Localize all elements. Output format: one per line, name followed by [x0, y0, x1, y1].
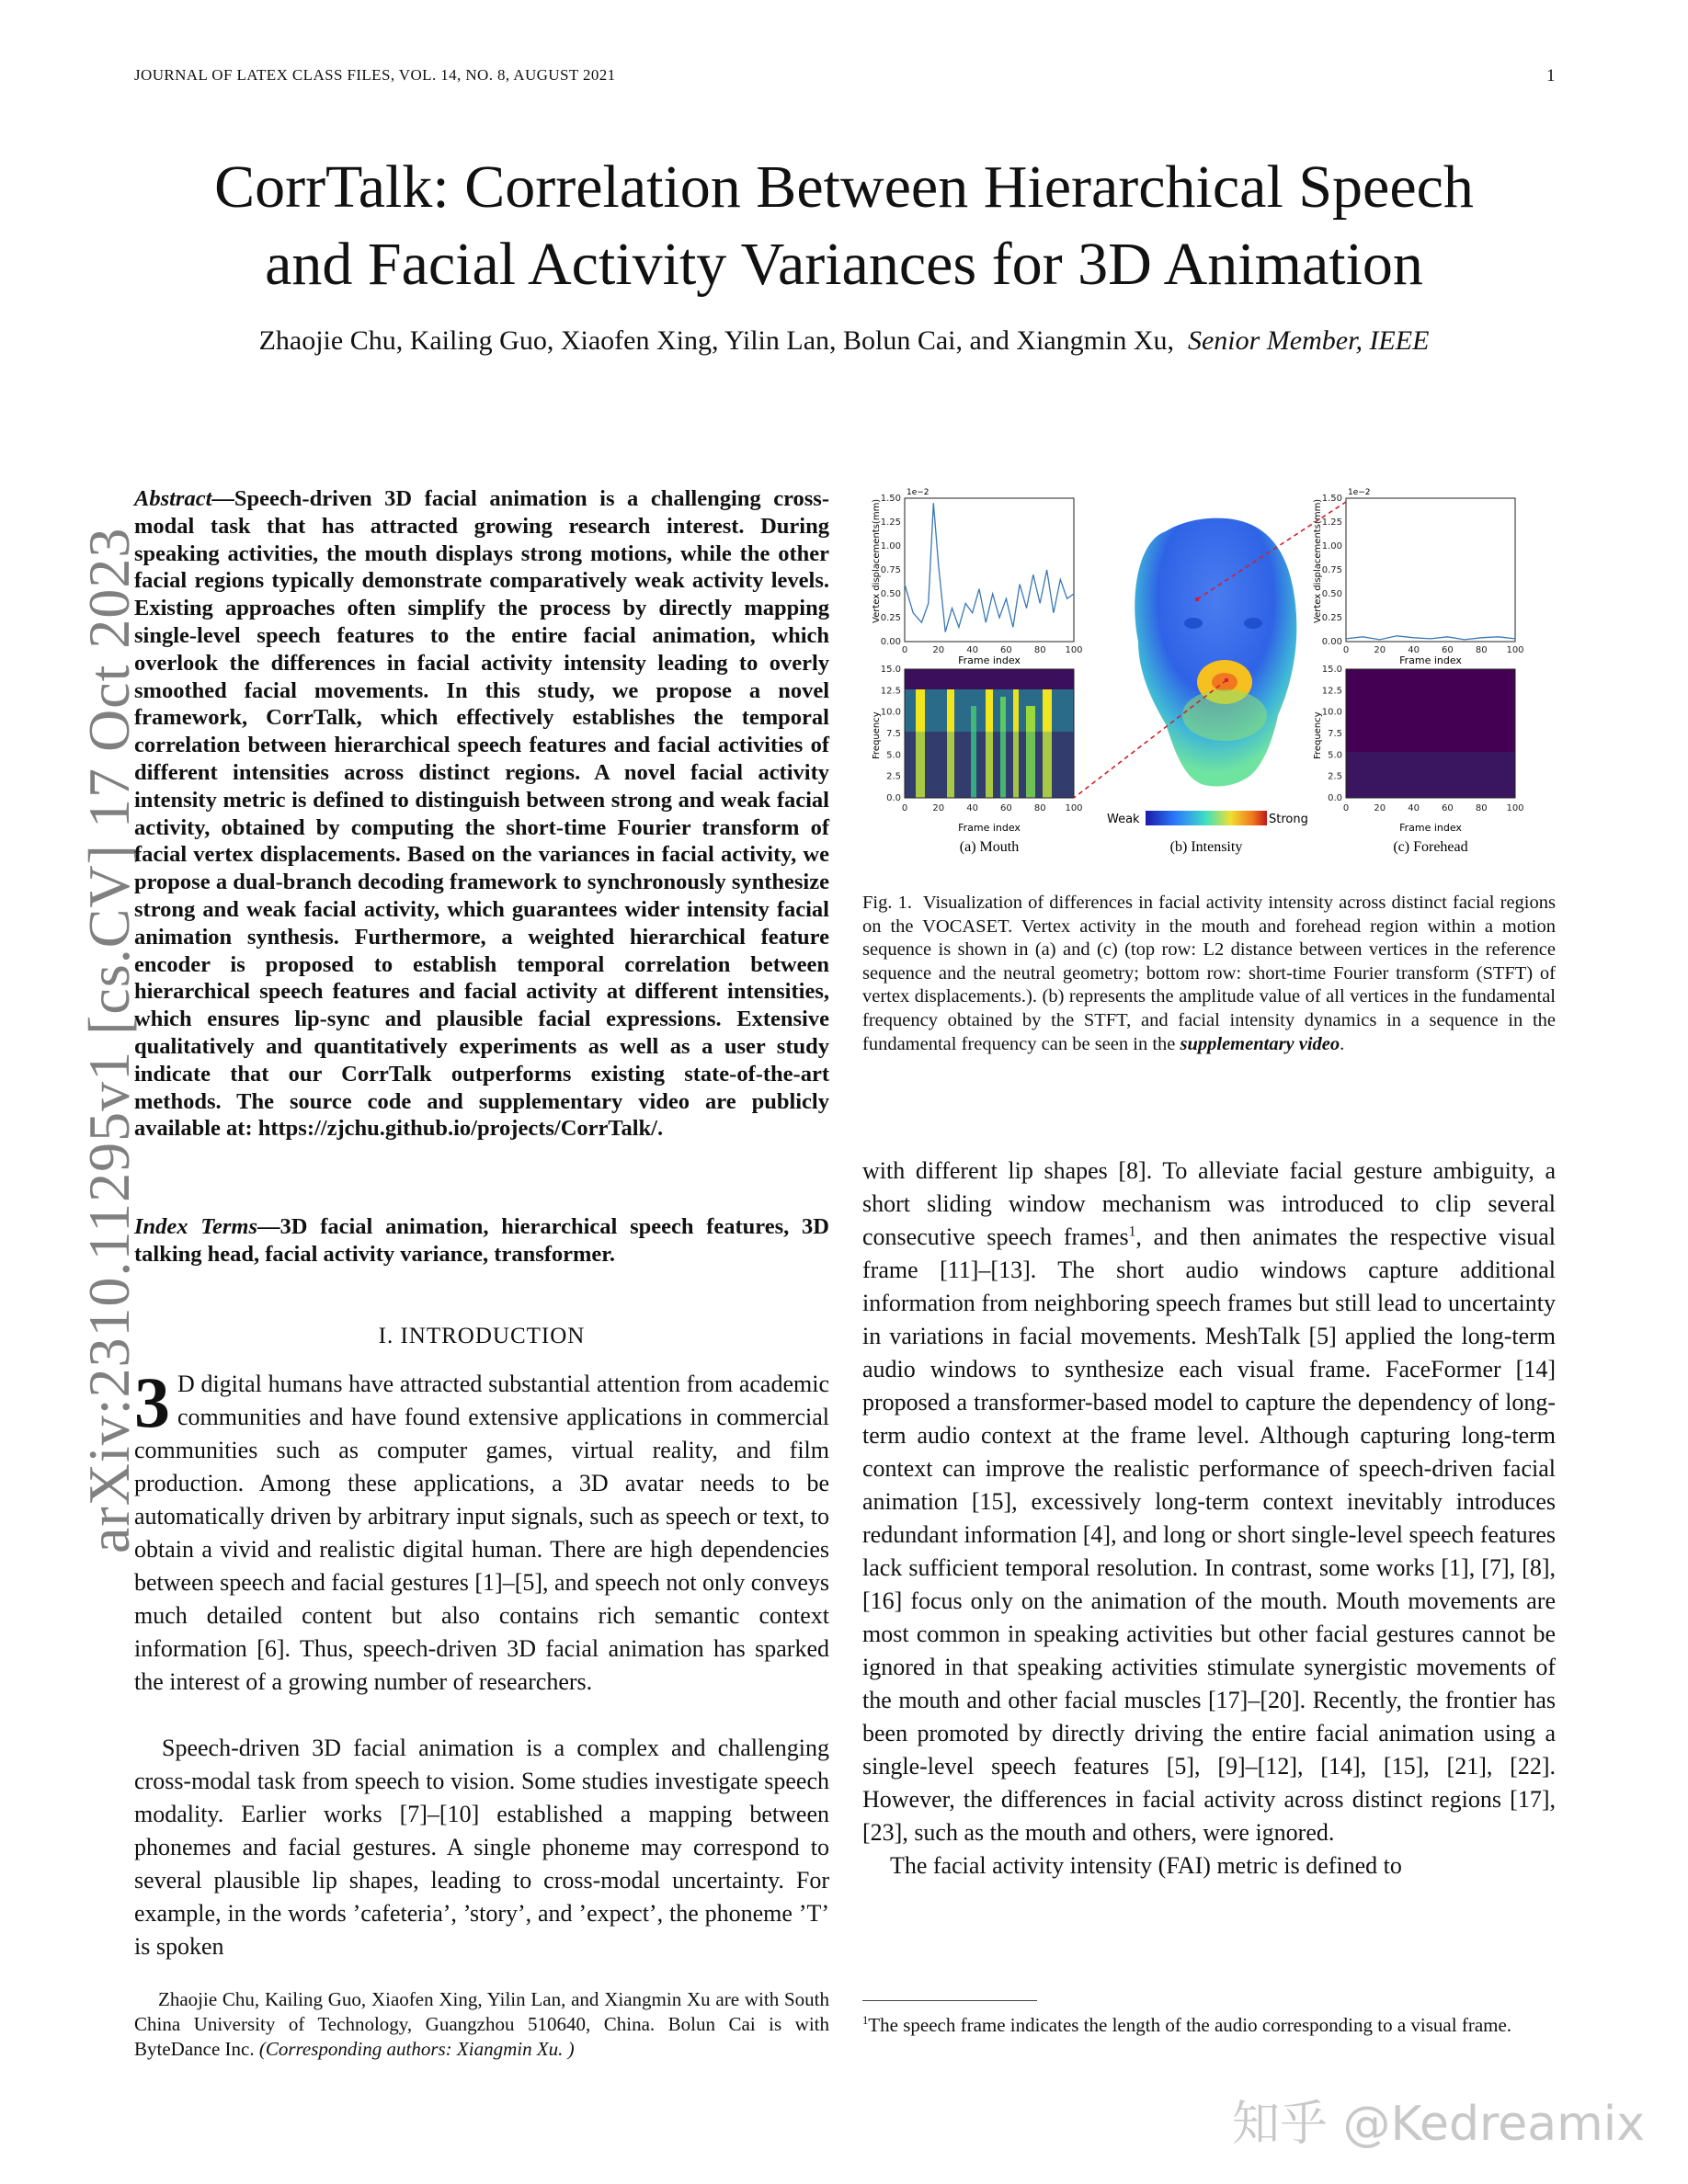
mouth-line-xtick: 40	[966, 645, 978, 655]
footnote-number: 1	[862, 2014, 869, 2027]
right-paragraph-1	[862, 1155, 1556, 1849]
footnote-rule	[862, 2000, 1037, 2001]
corresponding-authors: (Corresponding authors: Xiangmin Xu. )	[258, 2038, 575, 2060]
forehead-line-xtick: 60	[1442, 645, 1454, 655]
mouth-line-xtick: 80	[1033, 645, 1046, 655]
forehead-line-ytick: 0.50	[1321, 589, 1342, 599]
mouth-line-ytick: 1.00	[880, 541, 901, 552]
page-number: 1	[1546, 66, 1556, 85]
forehead-stft-xtick: 80	[1475, 803, 1488, 813]
forehead-line-ytick: 0.25	[1321, 613, 1342, 623]
intensity-colorbar	[1146, 811, 1267, 825]
forehead-line-xtick: 20	[1374, 645, 1386, 655]
title-line-1: CorrTalk: Correlation Between Hierarchical Speech	[214, 154, 1474, 221]
section-heading: I. INTRODUCTION	[378, 1324, 586, 1348]
mouth-stft-xtick: 40	[966, 803, 978, 813]
mouth-line-ytick: 0.50	[880, 589, 901, 599]
forehead-line-xtick: 80	[1475, 645, 1488, 655]
forehead-stft-ytick: 0.0	[1328, 793, 1342, 803]
forehead-line-xtick: 0	[1342, 645, 1350, 655]
mouth-line-ytick: 0.75	[880, 565, 901, 575]
forehead-line-ytick: 0.00	[1321, 637, 1342, 647]
author-footnote	[134, 1987, 829, 2062]
forehead-line-xtick: 40	[1408, 645, 1420, 655]
intro-paragraph-1	[134, 1362, 829, 1699]
title-line-2: and Facial Activity Variances for 3D Animation	[265, 231, 1423, 298]
subcaption-intensity: (b) Intensity	[1169, 839, 1243, 855]
running-header: JOURNAL OF LATEX CLASS FILES, VOL. 14, NO. 8, AUGUST 2021	[134, 66, 616, 84]
forehead-stft-ytick: 10.0	[1321, 707, 1342, 718]
mouth-stft-x-label: Frame index	[958, 822, 1021, 834]
mouth-stft-xtick: 80	[1033, 803, 1046, 813]
colorbar-strong-label: Strong	[1269, 813, 1308, 826]
forehead-stft-ytick: 7.5	[1328, 729, 1342, 739]
forehead-line-plot	[1346, 636, 1515, 640]
subcaption-mouth: (a) Mouth	[959, 839, 1020, 855]
right-column-body	[862, 1155, 1556, 1883]
mouth-line-xtick: 100	[1065, 645, 1083, 655]
drop-cap: 3	[134, 1362, 170, 1442]
forehead-stft-ytick: 2.5	[1328, 771, 1342, 782]
forehead-sci-label: 1e−2	[1348, 488, 1371, 497]
figure-1	[862, 485, 1561, 871]
mouth-line-ytick: 0.00	[880, 637, 901, 647]
mouth-stft-ytick: 0.0	[886, 793, 901, 803]
forehead-line-ytick: 1.25	[1321, 518, 1342, 528]
mouth-stft-ytick: 10.0	[880, 707, 901, 718]
footnote-ref: 1	[1128, 1223, 1136, 1240]
abstract-label: Abstract	[134, 486, 212, 511]
mouth-freq-label: Frequency	[872, 711, 882, 759]
author-list	[0, 325, 1688, 357]
mouth-line-ytick: 0.25	[880, 613, 901, 623]
affiliation-text: Zhaojie Chu, Kailing Guo, Xiaofen Xing, Yilin Lan, and Xiangmin Xu are with South China University of Technology, Guangzhou 510640, China. Bolun Cai is with ByteDance Inc.	[134, 1988, 829, 2060]
mouth-stft-xtick: 100	[1065, 803, 1083, 813]
mouth-x-axis-label: Frame index	[958, 654, 1021, 666]
mouth-stft-xtick: 60	[1000, 803, 1012, 813]
forehead-line-ytick: 0.75	[1321, 565, 1342, 575]
right-p1-part-b: , and then animates the respective visual frame [11]–[13]. The short audio windows capture additional information from neighboring speech frames but still lead to uncertainty in variations in facial movements. MeshTalk [5] applied the long-term audio windows to synthesize each visual frame. FaceFormer [14] proposed a transformer-based model to capture the dependency of long-term audio context at the frame level. Although capturing long-term context can improve the realistic performance of speech-driven facial animation [15], excessively long-term context inevitably introduces redundant information [4], and long or short single-level speech features lack sufficient temporal resolution. In contrast, some works [1], [7], [8], [16] focus only on the animation of the mouth. Mouth movements are most common in speaking activities but other facial gestures cannot be ignored in that speaking activities stimulate synergistic movements of the mouth and other facial muscles [17]–[20]. Recently, the frontier has been promoted by directly driving the entire facial animation using a single-level speech features [5], [9]–[12], [14], [15], [21], [22]. However, the differences in facial activity across distinct regions [17], [23], such as the mouth and others, were ignored.	[862, 1223, 1557, 1846]
forehead-line-plot-frame	[1346, 498, 1515, 642]
forehead-y-axis-label: Vertex displacements(mm)	[1313, 498, 1323, 623]
mouth-line-plot	[905, 503, 1074, 631]
forehead-line-ytick: 1.50	[1321, 494, 1342, 504]
caption-video: supplementary video	[1180, 1033, 1340, 1054]
series-line	[1346, 636, 1515, 640]
figure-caption	[862, 892, 1556, 1056]
right-paragraph-2: The facial activity intensity (FAI) metric is defined to	[890, 1852, 1402, 1879]
mouth-stft-xtick: 20	[932, 803, 945, 813]
author-names: Zhaojie Chu, Kailing Guo, Xiaofen Xing, Yilin Lan, Bolun Cai, and Xiangmin Xu,	[258, 325, 1174, 356]
mouth-stft-ytick: 7.5	[886, 729, 901, 739]
forehead-x-axis-label: Frame index	[1399, 654, 1462, 666]
footnote-text: The speech frame indicates the length of the audio corresponding to a visual frame.	[868, 2014, 1512, 2036]
mouth-sci-label: 1e−2	[907, 488, 930, 497]
forehead-stft-xtick: 0	[1342, 803, 1350, 813]
right-p1-part-a: with different lip shapes [8]. To alleviate facial gesture ambiguity, a short sliding window mechanism was introduced to clip several consecutive speech frames	[862, 1157, 1556, 1250]
index-terms-text: —3D facial animation, hierarchical speech features, 3D talking head, facial activity variance, transformer.	[134, 1214, 829, 1267]
forehead-line-xtick: 100	[1506, 645, 1524, 655]
forehead-stft-ytick: 15.0	[1321, 665, 1342, 675]
forehead-freq-label: Frequency	[1313, 711, 1323, 759]
intro-p1-text: D digital humans have attracted substantial attention from academic communities and have found extensive applications in commercial communities such as computer games, virtual reality, and film production. Among these applications, a 3D avatar needs to be automatically driven by arbitrary input signals, such as speech or text, to obtain a vivid and realistic digital human. There are high dependencies between speech and facial gestures [1]–[5], and speech not only conveys much detailed content but also contains rich semantic context information [6]. Thus, speech-driven 3D facial animation has sparked the interest of a growing number of researchers.	[134, 1371, 829, 1695]
mouth-stft-ytick: 5.0	[886, 750, 901, 761]
arxiv-stamp: arXiv:2310.11295v1 [cs.CV] 17 Oct 2023	[76, 527, 142, 1553]
index-terms	[134, 1213, 829, 1268]
abstract	[134, 485, 829, 1143]
forehead-stft-xtick: 40	[1408, 803, 1420, 813]
mouth-y-axis-label: Vertex displacements(mm)	[872, 498, 882, 623]
watermark: 知乎 @Kedreamix	[1232, 2097, 1646, 2152]
mouth-stft-xtick: 0	[901, 803, 908, 813]
caption-text: Visualization of differences in facial activity intensity across distinct facial regions on the VOCASET. Vertex activity in the mouth and forehead region within a motion sequence is shown in (a) and (c) (top row: L2 distance between vertices in the reference sequence and the neutral geometry; bottom row: short-time Fourier transform (STFT) of vertex displacements.). (b) represents the amplitude value of all vertices in the fundamental frequency obtained by the STFT, and facial intensity dynamics in a sequence in the fundamental frequency can be seen in the	[862, 893, 1556, 1054]
head-intensity-render	[1135, 518, 1296, 787]
mouth-line-xtick: 0	[901, 645, 908, 655]
intro-paragraph-2: Speech-driven 3D facial animation is a complex and challenging cross-modal task from speech to vision. Some studies investigate speech modality. Earlier works [7]–[10] established a mapping between phonemes and facial gestures. A single phoneme may correspond to several plausible lip shapes, leading to cross-modal uncertainty. For example, in the words ’cafeteria’, ’story’, and ’expect’, the phoneme ’T’ is spoken	[134, 1735, 829, 1960]
author-membership: Senior Member, IEEE	[1187, 325, 1430, 356]
forehead-stft-xtick: 60	[1442, 803, 1454, 813]
mouth-stft-ytick: 2.5	[886, 771, 901, 782]
speech-frame-footnote	[862, 2013, 1556, 2038]
mouth-stft-heatmap	[905, 669, 1074, 798]
mouth-line-ytick: 1.25	[880, 518, 901, 528]
forehead-stft-xtick: 100	[1506, 803, 1524, 813]
abstract-text: —Speech-driven 3D facial animation is a challenging cross-modal task that has attracted growing research interest. During speaking activities, the mouth displays strong motions, while the other facial regions typically demonstrate comparatively weak activity levels. Existing approaches often simplify the process by directly mapping single-level speech features to the entire facial animation, which overlook the differences in facial activity intensity leading to overly smoothed facial movements. In this study, we propose a novel framework, CorrTalk, which effectively establishes the temporal correlation between hierarchical speech features and facial activities of different intensities across distinct regions. A novel facial activity intensity metric is defined to distinguish between strong and weak facial activity, obtained by computing the short-time Fourier transform of facial vertex displacements. Based on the variances in facial activity, we propose a dual-branch decoding framework to synchronously synthesize strong and weak facial activity, which guarantees wider intensity facial animation synthesis. Furthermore, a weighted hierarchical feature encoder is proposed to establish temporal correlation between hierarchical speech features and facial activity at different intensities, which ensures lip-sync and plausible facial expressions. Extensive qualitatively and quantitatively experiments as well as a user study indicate that our CorrTalk outperforms existing state-of-the-art methods. The source code and supplementary video are publicly available at: https://zjchu.github.io/projects/CorrTalk/.	[134, 486, 829, 1142]
subcaption-forehead: (c) Forehead	[1393, 839, 1468, 855]
colorbar-weak-label: Weak	[1107, 813, 1140, 826]
forehead-stft-ytick: 12.5	[1321, 686, 1342, 697]
caption-end: .	[1340, 1033, 1345, 1054]
caption-label: Fig. 1.	[862, 893, 912, 913]
mouth-line-ytick: 1.50	[880, 494, 901, 504]
mouth-line-xtick: 20	[932, 645, 945, 655]
mouth-stft-ytick: 12.5	[880, 686, 901, 697]
forehead-stft-heatmap	[1346, 669, 1515, 798]
forehead-stft-xtick: 20	[1374, 803, 1386, 813]
forehead-line-ytick: 1.00	[1321, 541, 1342, 552]
mouth-stft-ytick: 15.0	[880, 665, 901, 675]
mouth-line-xtick: 60	[1000, 645, 1012, 655]
forehead-stft-ytick: 5.0	[1328, 750, 1342, 761]
paper-title	[0, 149, 1688, 303]
index-terms-label: Index Terms	[134, 1214, 258, 1239]
forehead-stft-x-label: Frame index	[1399, 822, 1462, 834]
series-line	[905, 503, 1074, 631]
